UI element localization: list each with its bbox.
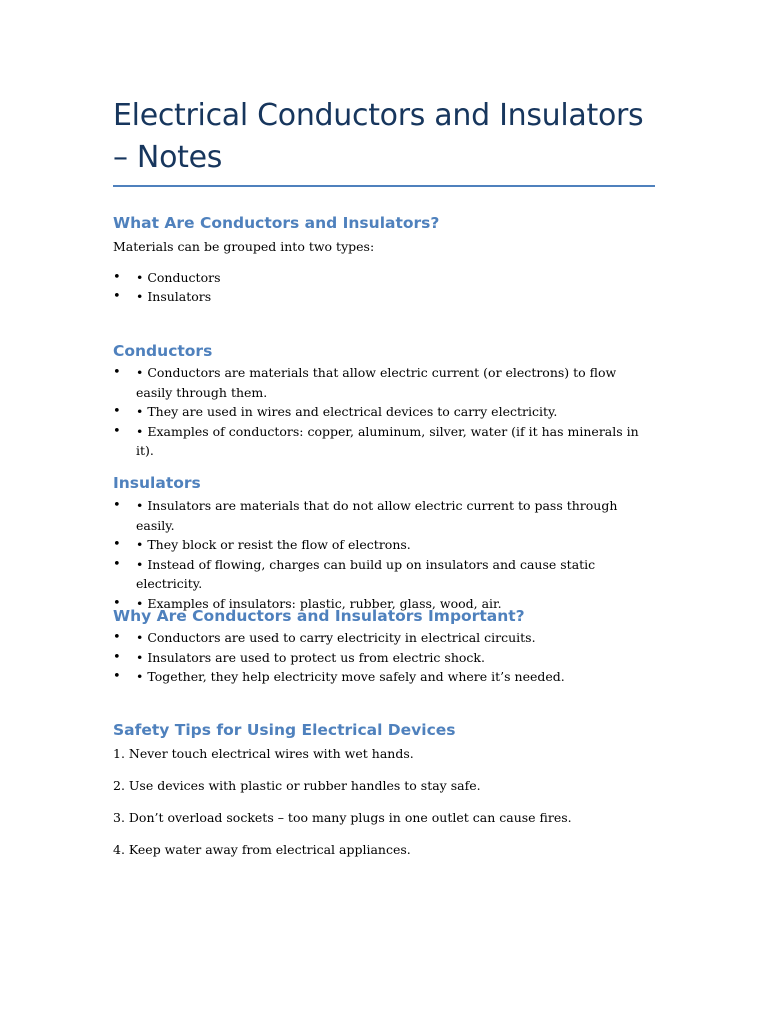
intro-list	[113, 268, 655, 307]
list-item: • • Insulators	[113, 287, 655, 307]
list-item: • • Examples of conductors: copper, aluminum, silver, water (if it has minerals in it).	[113, 423, 639, 458]
list-item: • • Examples of insulators: plastic, rubber, glass, wood, air.	[113, 594, 655, 614]
safety-tip: 3. Don’t overload sockets – too many plugs in one outlet can cause fires.	[113, 810, 572, 825]
safety-tip: 1. Never touch electrical wires with wet hands.	[113, 746, 414, 761]
intro-paragraph: Materials can be grouped into two types:	[113, 239, 375, 254]
list-item: • • Together, they help electricity move safely and where it’s needed.	[113, 667, 655, 687]
bullet-glyph: •	[113, 537, 121, 552]
list-item: • • They block or resist the flow of electrons.	[113, 535, 655, 555]
section-heading-importance: Why Are Conductors and Insulators Important?	[113, 607, 525, 625]
bullet-glyph: •	[113, 630, 121, 645]
list-item: • • Conductors	[113, 268, 655, 288]
section-conductors	[113, 341, 655, 461]
section-importance	[113, 606, 655, 687]
conductors-list	[113, 363, 655, 461]
bullet-glyph: •	[113, 404, 121, 419]
importance-list	[113, 628, 655, 687]
list-item: • • Conductors are materials that allow electric current (or electrons) to flow easily through them.	[113, 365, 617, 400]
bullet-glyph: •	[113, 556, 121, 572]
document-title: Electrical Conductors and Insulators – Notes	[113, 98, 644, 175]
insulators-list	[113, 496, 655, 613]
list-item: • • Instead of flowing, charges can build up on insulators and cause static electricity.	[113, 556, 596, 591]
section-intro	[113, 213, 655, 307]
bullet-glyph: •	[113, 498, 121, 513]
section-heading-intro: What Are Conductors and Insulators?	[113, 214, 440, 232]
list-item: • • Insulators are used to protect us from electric shock.	[113, 648, 655, 668]
bullet-glyph: •	[113, 269, 121, 285]
list-item: • • Conductors are used to carry electricity in electrical circuits.	[113, 628, 655, 648]
bullet-glyph: •	[113, 365, 121, 380]
bullet-glyph: •	[113, 595, 121, 611]
list-item: • • They are used in wires and electrical devices to carry electricity.	[113, 402, 655, 422]
section-safety	[113, 720, 655, 860]
section-heading-conductors: Conductors	[113, 342, 213, 360]
title-underline	[113, 185, 655, 187]
bullet-glyph: •	[113, 423, 121, 439]
section-heading-safety: Safety Tips for Using Electrical Devices	[113, 721, 456, 739]
safety-tip: 2. Use devices with plastic or rubber handles to stay safe.	[113, 778, 481, 793]
bullet-glyph: •	[113, 669, 121, 684]
list-item: • • Insulators are materials that do not allow electric current to pass through easily.	[113, 498, 618, 533]
safety-tip: 4. Keep water away from electrical appliances.	[113, 842, 411, 857]
bullet-glyph: •	[113, 649, 121, 665]
section-heading-insulators: Insulators	[113, 474, 201, 492]
section-insulators	[113, 473, 655, 613]
bullet-glyph: •	[113, 289, 121, 304]
